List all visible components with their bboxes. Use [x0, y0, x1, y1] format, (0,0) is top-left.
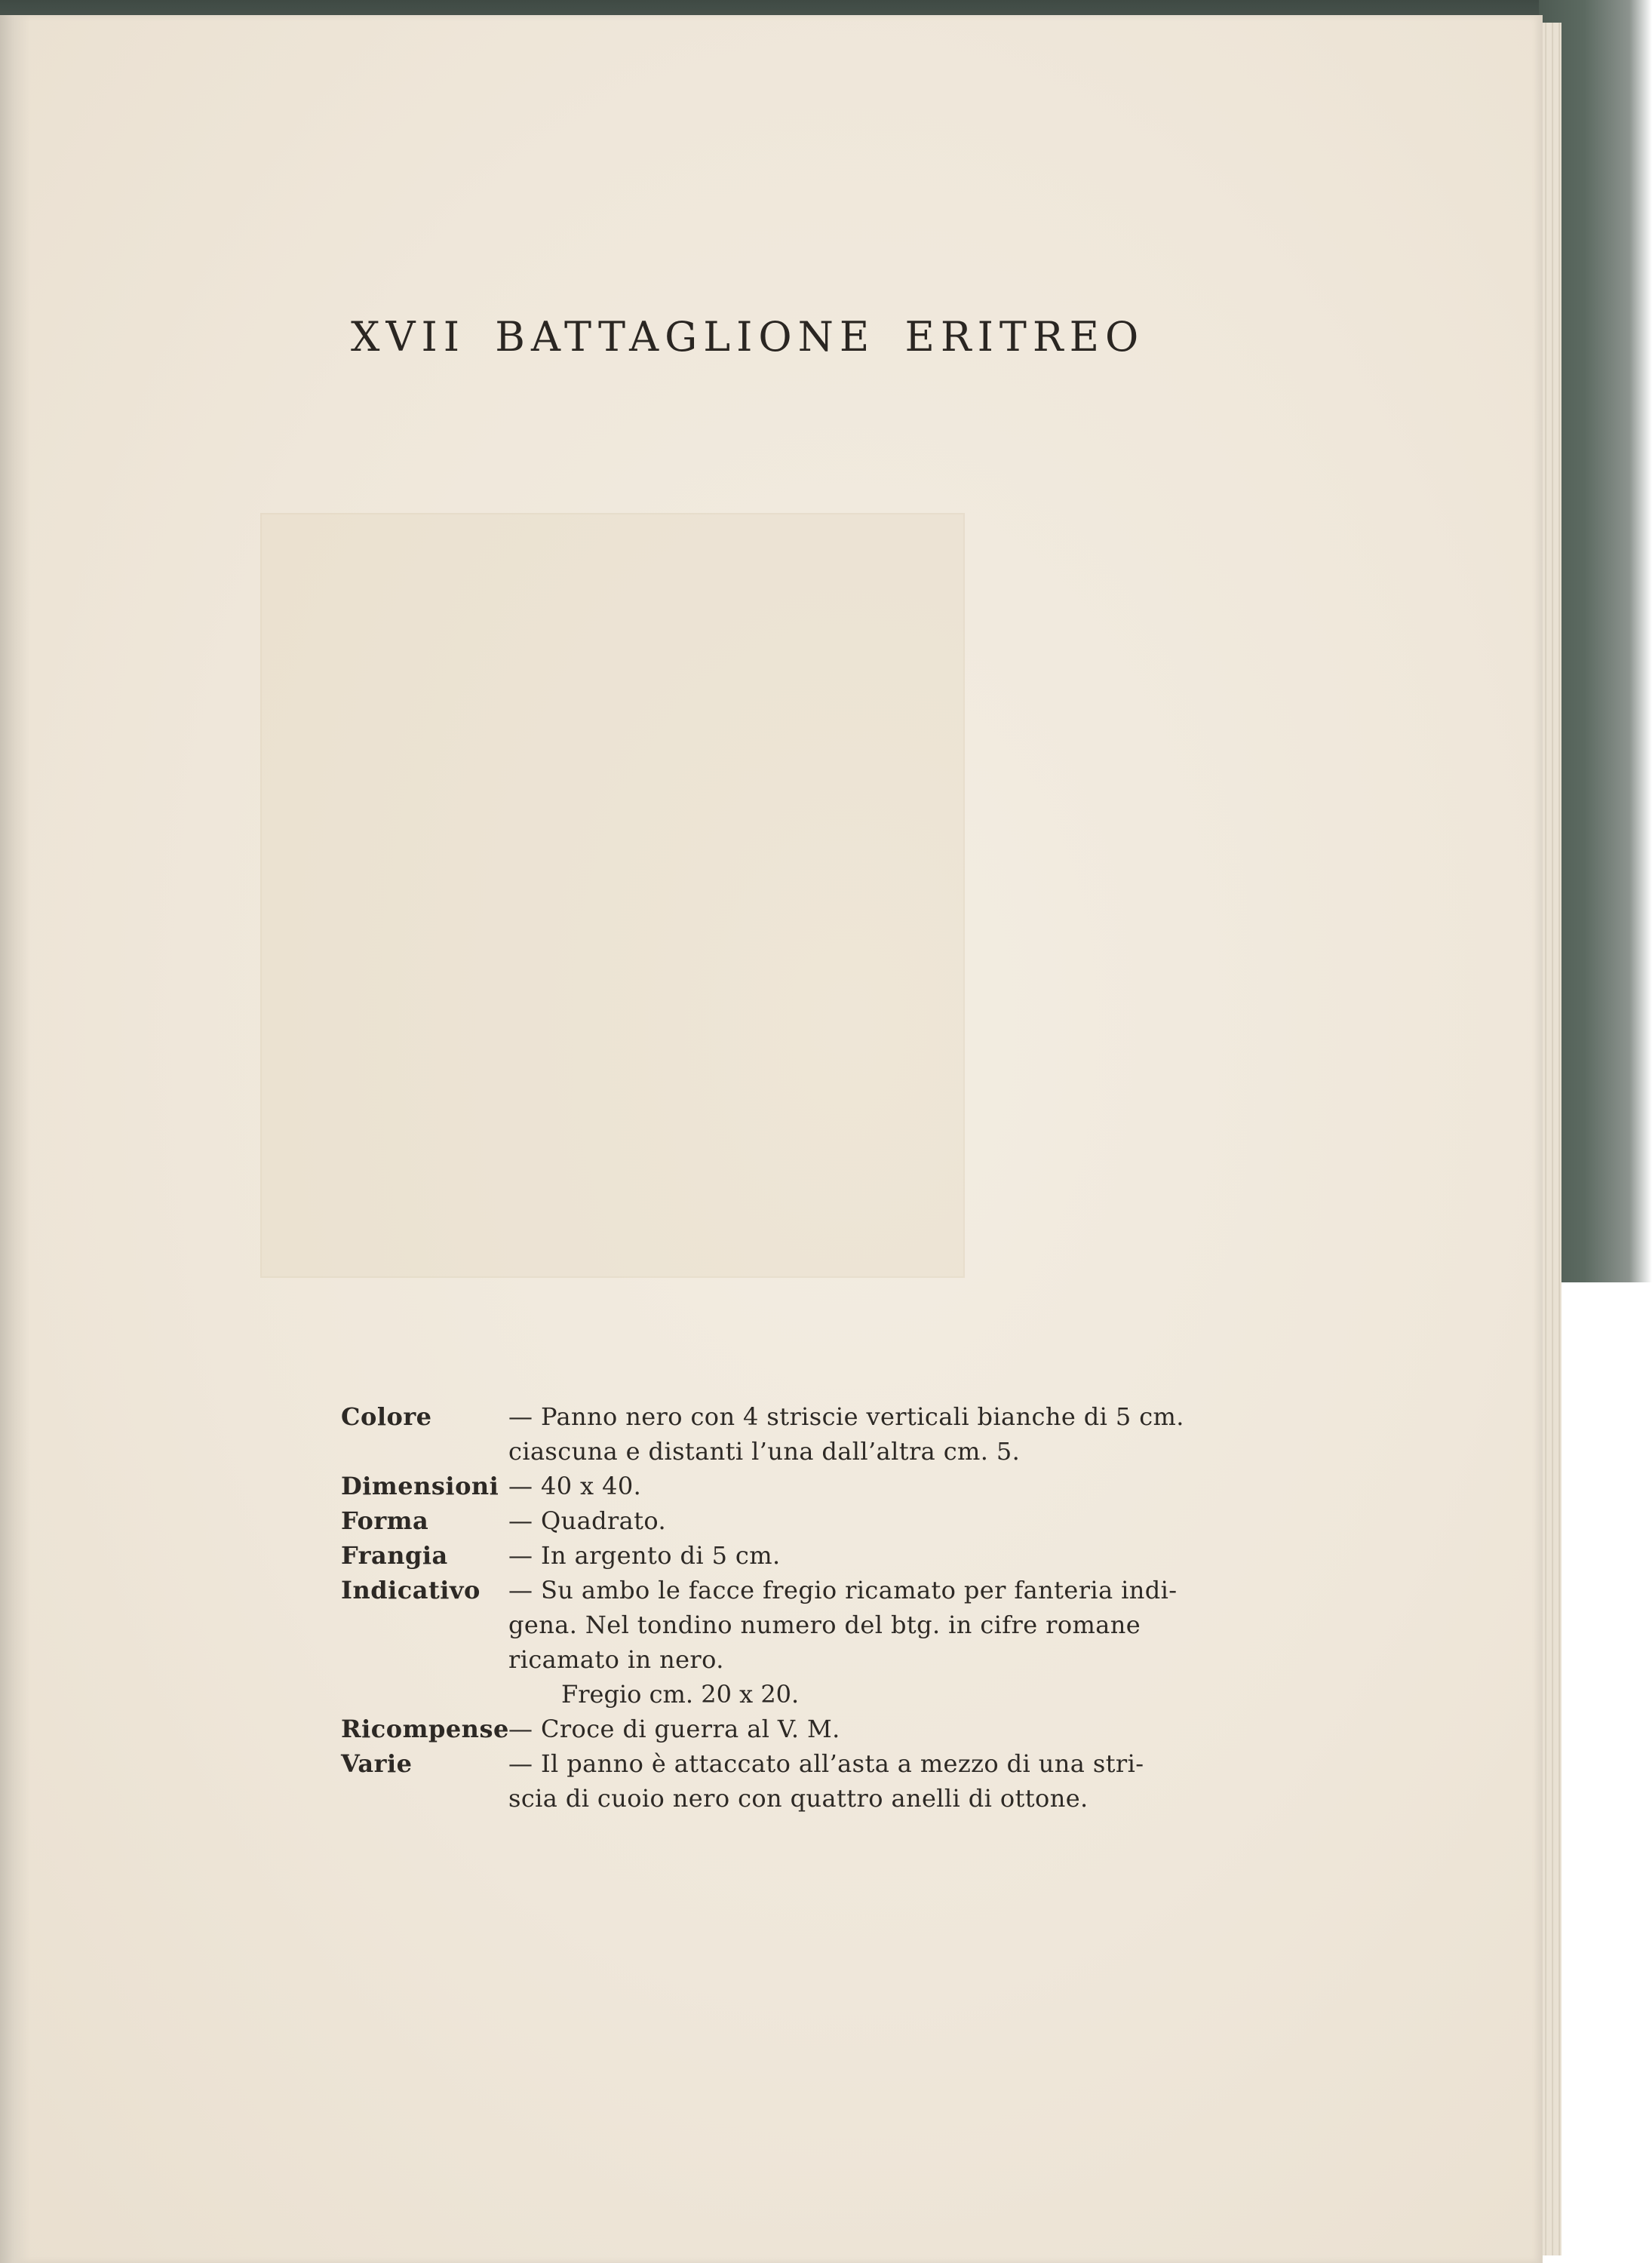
entry-label: Indicativo	[341, 1576, 481, 1604]
entry-line: gena. Nel tondino numero del btg. in cifre romane	[508, 1611, 1141, 1639]
entry-frangia	[341, 1538, 1216, 1573]
entry-line: — Quadrato.	[508, 1506, 667, 1535]
entry-value	[508, 1573, 1216, 1712]
entry-label: Dimensioni	[341, 1472, 499, 1500]
entry-forma	[341, 1503, 1216, 1538]
entry-value	[508, 1712, 1216, 1746]
entry-ricompense	[341, 1712, 1216, 1746]
entry-value	[508, 1503, 1216, 1538]
entry-value	[508, 1746, 1216, 1816]
flag-description-list	[341, 1399, 1216, 1816]
entry-line: scia di cuoio nero con quattro anelli di ottone.	[508, 1784, 1089, 1813]
entry-value	[508, 1469, 1216, 1503]
page-title: XVII BATTAGLIONE ERITREO	[351, 313, 1145, 361]
entry-line: — In argento di 5 cm.	[508, 1541, 781, 1570]
page-gutter-shadow	[0, 15, 30, 2263]
entry-line: — Su ambo le facce fregio ricamato per fanteria indi-	[508, 1576, 1178, 1604]
entry-label: Ricompense	[341, 1715, 509, 1743]
entry-label: Colore	[341, 1402, 432, 1431]
entry-line: — Panno nero con 4 striscie verticali bianche di 5 cm.	[508, 1402, 1184, 1431]
entry-colore	[341, 1399, 1216, 1469]
entry-label: Forma	[341, 1506, 429, 1535]
entry-line: ciascuna e distanti l’una dall’altra cm. 5.	[508, 1437, 1021, 1466]
entry-value	[508, 1399, 1216, 1469]
entry-label: Frangia	[341, 1541, 448, 1570]
entry-line: ricamato in nero.	[508, 1645, 724, 1674]
entry-indicativo	[341, 1573, 1216, 1712]
entry-line: — Il panno è attaccato all’asta a mezzo di una stri-	[508, 1749, 1144, 1778]
entry-dimensioni	[341, 1469, 1216, 1503]
entry-label: Varie	[341, 1749, 413, 1778]
entry-value	[508, 1538, 1216, 1573]
reverse-side-showthrough	[260, 513, 965, 1278]
entry-varie	[341, 1746, 1216, 1816]
entry-extra-line: Fregio cm. 20 x 20.	[561, 1680, 800, 1709]
entry-line: — Croce di guerra al V. M.	[508, 1715, 840, 1743]
entry-line: — 40 x 40.	[508, 1472, 642, 1500]
